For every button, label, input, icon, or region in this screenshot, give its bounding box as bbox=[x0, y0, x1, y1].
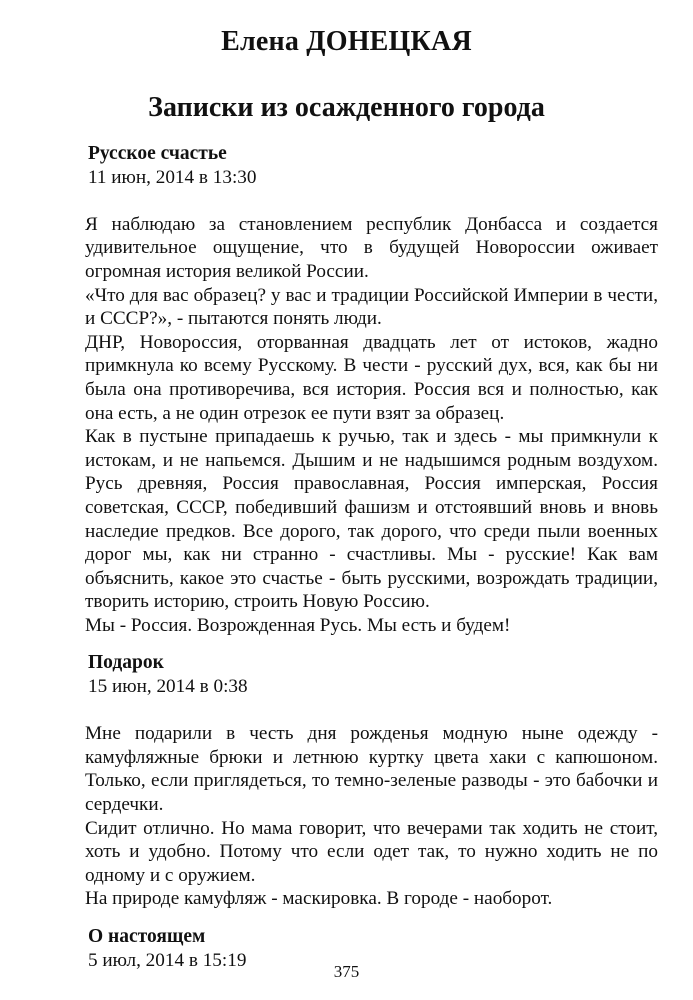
entry-date: 11 июн, 2014 в 13:30 bbox=[88, 166, 257, 188]
paragraph-text: ДНР, Новороссия, оторванная двадцать лет от истоков, жадно примкнула ко всему Русскому. В чести - русский дух, вся, как бы ни была она противоречива, вся история. Россия вся и полностью, как она есть, а не один отрезок ее пути взят за образец. bbox=[85, 331, 658, 424]
paragraph-text: Сидит отлично. Но мама говорит, что вечерами так ходить не стоит, хоть и удобно. Потому что если одет так, то нужно ходить не по одному и с оружием. bbox=[85, 817, 658, 886]
diary-entry bbox=[85, 651, 658, 911]
paragraph bbox=[85, 425, 658, 614]
book-title: Записки из осажденного города bbox=[148, 92, 545, 123]
paragraph bbox=[85, 614, 658, 638]
paragraph-text: Я наблюдаю за становлением республик Донбасса и создается удивительное ощущение, что в будущей Новороссии оживает огромная история великой России. bbox=[85, 213, 658, 282]
paragraph bbox=[85, 722, 658, 816]
entry-date: 5 июл, 2014 в 15:19 bbox=[88, 949, 247, 971]
paragraph-text: Мы - Россия. Возрожденная Русь. Мы есть и будем! bbox=[85, 614, 511, 636]
entry-body bbox=[85, 213, 658, 638]
paragraph bbox=[85, 284, 658, 331]
entry-date: 15 июн, 2014 в 0:38 bbox=[88, 676, 248, 698]
entry-title: Русское счастье bbox=[88, 143, 227, 164]
page-content bbox=[85, 142, 658, 972]
paragraph bbox=[85, 213, 658, 284]
paragraph-text: Как в пустыне припадаешь к ручью, так и здесь - мы примкнули к истокам, и не напьемся. Дышим и не надышимся родным воздухом. Русь древняя, Россия православная, Россия имперская, Россия советская, СССР, победивший фашизм и отстоявший вновь и вновь наследие предков. Все дорого, так дорого, что среди пыли военных дорог мы, как ни странно - счастливы. Мы - русские! Как вам объяснить, какое это счастье - быть русскими, возрождать традиции, творить историю, строить Новую Россию. bbox=[85, 426, 658, 613]
entry-body bbox=[85, 722, 658, 911]
paragraph bbox=[85, 331, 658, 425]
paragraph bbox=[85, 817, 658, 888]
author-name: Елена ДОНЕЦКАЯ bbox=[221, 26, 472, 57]
paragraph-text: На природе камуфляж - маскировка. В городе - наоборот. bbox=[85, 888, 553, 910]
paragraph-text: Мне подарили в честь дня рожденья модную ныне одежду - камуфляжные брюки и летнюю куртку цвета хаки с капюшоном. Только, если приглядеться, то темно-зеленые разводы - это бабочки и сердечки. bbox=[85, 723, 658, 816]
diary-entry bbox=[85, 142, 658, 637]
entry-title: О настоящем bbox=[88, 926, 206, 947]
paragraph-text: «Что для вас образец? у вас и традиции Российской Империи в чести, и СССР?», - пытаются понять люди. bbox=[85, 284, 658, 330]
page-number: 375 bbox=[333, 962, 360, 981]
entry-title: Подарок bbox=[88, 652, 164, 674]
paragraph bbox=[85, 887, 658, 911]
